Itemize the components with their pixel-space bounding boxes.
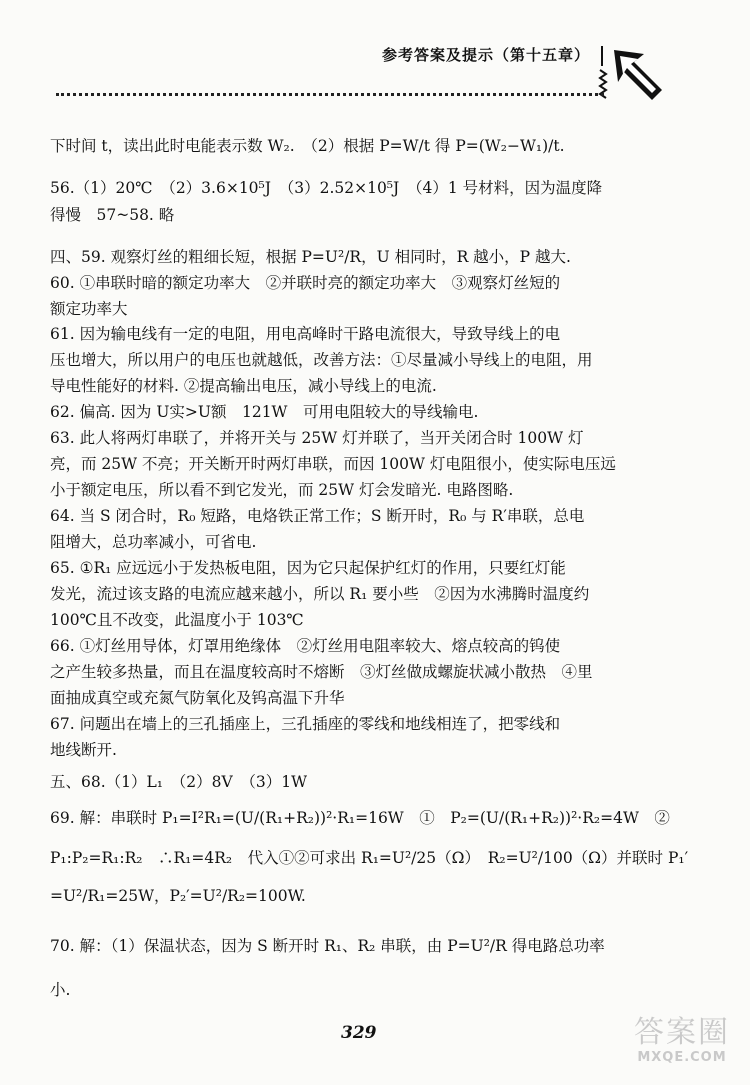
- text-line: P₁:P₂=R₁:R₂ ∴R₁=4R₂ 代入①②可求出 R₁=U²/25（Ω） R₂=U²/100（Ω）并联时 P₁′: [50, 849, 689, 867]
- arrow-icon: [596, 40, 676, 120]
- text-line: 63. 此人将两灯串联了，并将开关与 25W 灯并联了，当开关闭合时 100W 灯: [50, 429, 584, 447]
- text-line: 地线断开.: [50, 741, 117, 759]
- text-line: 小于额定电压，所以看不到它发光，而 25W 灯会发暗光. 电路图略.: [50, 481, 514, 499]
- text-line: 61. 因为输电线有一定的电阻，用电高峰时干路电流很大，导致导线上的电: [50, 325, 561, 343]
- text-line: 五、68.（1）L₁ （2）8V （3）1W: [50, 773, 308, 791]
- text-line: 发光，流过该支路的电流应越来越小，所以 R₁ 要小些 ②因为水沸腾时温度约: [50, 585, 590, 603]
- watermark-logo: [618, 1016, 746, 1080]
- text-line: 69. 解：串联时 P₁=I²R₁=(U/(R₁+R₂))²·R₁=16W ① P₂=(U/(R₁+R₂))²·R₂=4W ②: [50, 809, 670, 827]
- text-line: 60. ①串联时暗的额定功率大 ②并联时亮的额定功率大 ③观察灯丝短的: [50, 274, 561, 292]
- text-line: 65. ①R₁ 应远远小于发热板电阻，因为它只起保护红灯的作用，只要红灯能: [50, 559, 566, 577]
- text-line: 额定功率大: [50, 300, 128, 318]
- watermark-mark: 答案圈: [634, 1015, 730, 1050]
- text-line: =U²/R₁=25W，P₂′=U²/R₂=100W.: [50, 887, 306, 905]
- text-line: 压也增大，所以用户的电压也就越低，改善方法：①尽量减小导线上的电阻，用: [50, 351, 593, 369]
- page-number: 329: [341, 1023, 377, 1043]
- text-line: 70. 解：（1）保温状态，因为 S 断开时 R₁、R₂ 串联，由 P=U²/R 得电路总功率: [50, 937, 605, 955]
- header-dotted-divider: [56, 93, 604, 96]
- text-line: 四、59. 观察灯丝的粗细长短，根据 P=U²/R，U 相同时，R 越小，P 越大.: [50, 248, 571, 266]
- text-line: 小.: [50, 981, 71, 999]
- text-line: 64. 当 S 闭合时，R₀ 短路，电烙铁正常工作；S 断开时，R₀ 与 R′串联，总电: [50, 507, 585, 525]
- text-line: 62. 偏高. 因为 U实>U额 121W 可用电阻较大的导线输电.: [50, 403, 479, 421]
- text-line: 亮，而 25W 不亮；开关断开时两灯串联，而因 100W 灯电阻很小，使实际电压远: [50, 455, 616, 473]
- text-line: 得慢 57~58. 略: [50, 206, 175, 224]
- text-line: 66. ①灯丝用导体，灯罩用绝缘体 ②灯丝用电阻率较大、熔点较高的钨使: [50, 637, 561, 655]
- text-line: 阻增大，总功率减小，可省电.: [50, 533, 257, 551]
- page-header-title: 参考答案及提示（第十五章）: [382, 46, 591, 64]
- text-line: 67. 问题出在墙上的三孔插座上，三孔插座的零线和地线相连了，把零线和: [50, 715, 561, 733]
- text-line: 导电性能好的材料. ②提高输出电压，减小导线上的电流.: [50, 377, 437, 395]
- text-line: 下时间 t，读出此时电能表示数 W₂. （2）根据 P=W/t 得 P=(W₂−W₁)/t.: [50, 137, 565, 155]
- text-line: 面抽成真空或充氮气防氧化及钨高温下升华: [50, 689, 345, 707]
- watermark-url: MXQE.COM: [637, 1050, 727, 1065]
- text-line: 100℃且不改变，此温度小于 103℃: [50, 611, 304, 629]
- text-line: 56.（1）20℃ （2）3.6×10⁵J （3）2.52×10⁵J （4）1 号材料，因为温度降: [50, 179, 603, 197]
- text-line: 之产生较多热量，而且在温度较高时不熔断 ③灯丝做成螺旋状减小散热 ④里: [50, 663, 593, 681]
